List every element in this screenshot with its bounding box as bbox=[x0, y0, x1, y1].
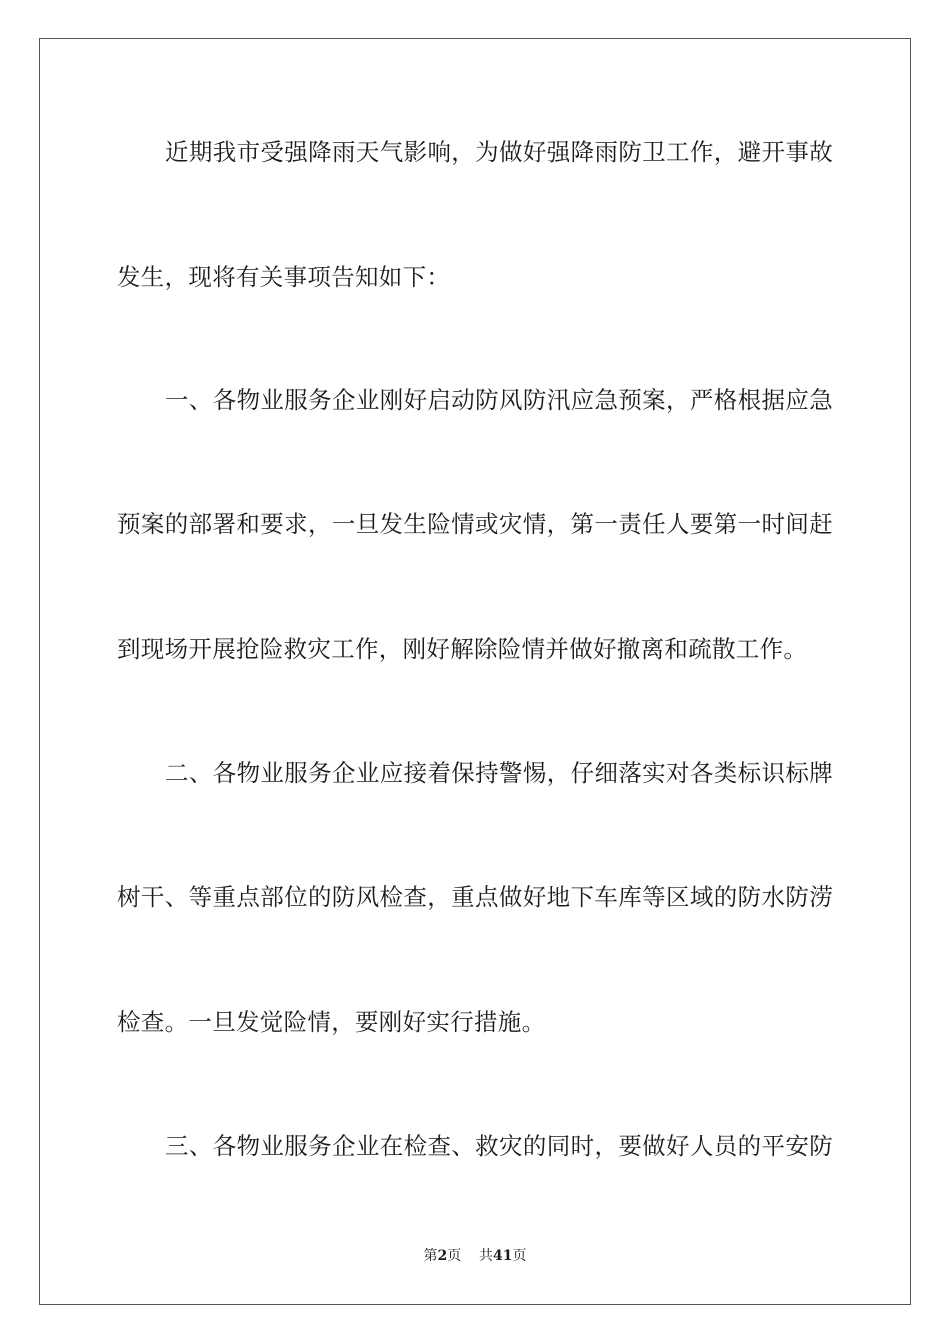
paragraph-2-line-1: 一、各物业服务企业刚好启动防风防汛应急预案，严格根据应急 bbox=[165, 386, 833, 414]
paragraph-3-line-3: 检查。一旦发觉险情，要刚好实行措施。 bbox=[117, 1008, 546, 1036]
page-label-prefix: 第 bbox=[423, 1248, 438, 1264]
page-frame bbox=[39, 38, 911, 1305]
page-label-suffix: 页 bbox=[447, 1248, 462, 1264]
total-label-suffix: 页 bbox=[512, 1248, 527, 1264]
paragraph-4-line-1: 三、各物业服务企业在检查、救灾的同时，要做好人员的平安防 bbox=[165, 1132, 833, 1160]
paragraph-3-line-1: 二、各物业服务企业应接着保持警惕，仔细落实对各类标识标牌 bbox=[165, 759, 833, 787]
paragraph-1-line-2: 发生，现将有关事项告知如下： bbox=[117, 263, 451, 291]
paragraph-1-line-1: 近期我市受强降雨天气影响，为做好强降雨防卫工作，避开事故 bbox=[165, 138, 833, 166]
total-pages-number: 41 bbox=[493, 1248, 513, 1264]
paragraph-2-line-3: 到现场开展抢险救灾工作，刚好解除险情并做好撤离和疏散工作。 bbox=[117, 635, 808, 663]
page-footer bbox=[0, 1247, 950, 1265]
paragraph-2-line-2: 预案的部署和要求，一旦发生险情或灾情，第一责任人要第一时间赶 bbox=[117, 510, 833, 538]
paragraph-3-line-2: 树干、等重点部位的防风检查，重点做好地下车库等区域的防水防涝 bbox=[117, 883, 833, 911]
total-label-prefix: 共 bbox=[479, 1248, 494, 1264]
current-page-number: 2 bbox=[437, 1248, 448, 1264]
